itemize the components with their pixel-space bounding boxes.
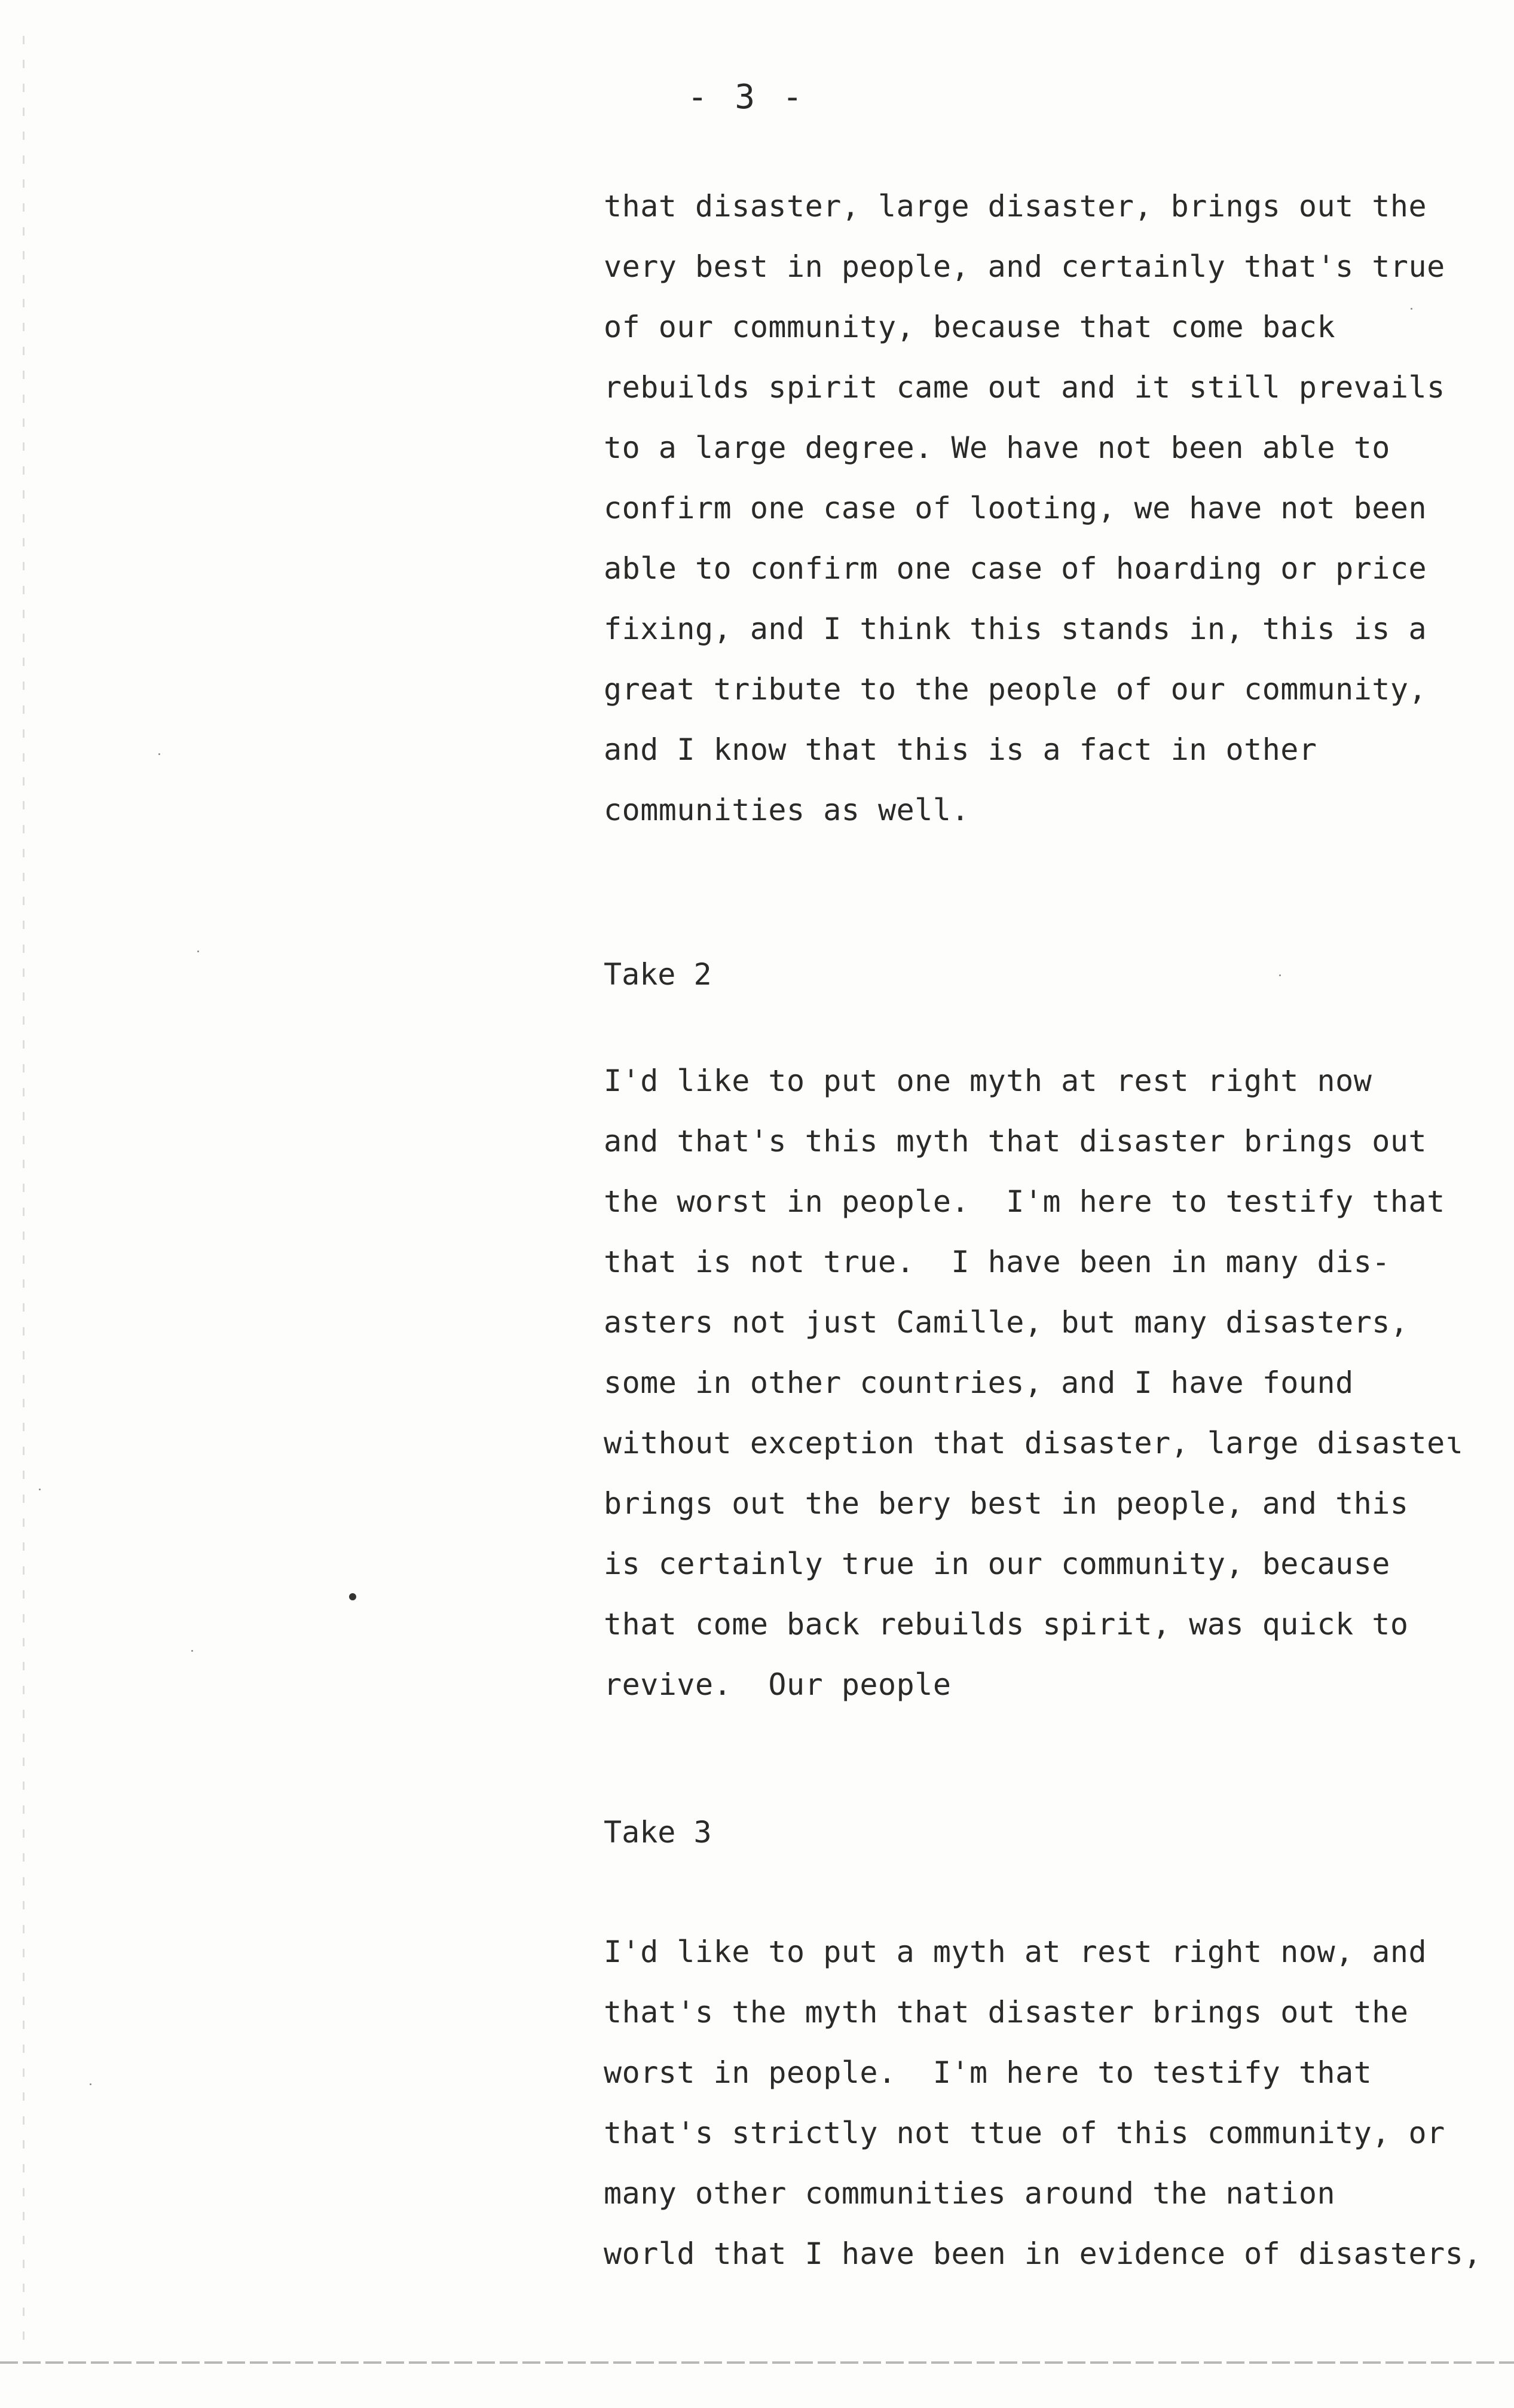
scan-speck <box>158 753 160 755</box>
scan-speck <box>1411 308 1412 310</box>
text-line: and I know that this is a fact in other <box>604 732 1317 767</box>
text-line: able to confirm one case of hoarding or price <box>604 551 1427 586</box>
text-line: fixing, and I think this stands in, this is a <box>604 612 1427 646</box>
scan-speck <box>90 2083 91 2085</box>
text-line: is certainly true in our community, because <box>604 1547 1390 1581</box>
text-line: without exception that disaster, large disasteɩ <box>604 1426 1464 1460</box>
text-line: revive. Our people <box>604 1667 952 1702</box>
text-line: I'd like to put one myth at rest right now <box>604 1064 1372 1098</box>
text-line: some in other countries, and I have found <box>604 1365 1354 1400</box>
text-line: confirm one case of looting, we have not been <box>604 491 1427 525</box>
text-line: that come back rebuilds spirit, was quick to <box>604 1607 1409 1642</box>
text-line: communities as well. <box>604 793 970 827</box>
text-line: to a large degree. We have not been able to <box>604 430 1390 465</box>
scan-left-edge <box>23 36 25 2355</box>
text-line: of our community, because that come back <box>604 310 1336 344</box>
scan-speck <box>191 1650 193 1652</box>
text-line: that is not true. I have been in many dis- <box>604 1245 1390 1279</box>
text-line: worst in people. I'm here to testify that <box>604 2055 1372 2090</box>
text-line: I'd like to put a myth at rest right now, and <box>604 1935 1427 1969</box>
take-3-heading: Take 3 <box>604 1815 712 1850</box>
page-number: - 3 - <box>687 78 806 117</box>
text-line: brings out the bery best in people, and this <box>604 1486 1409 1521</box>
scan-speck <box>39 1489 41 1490</box>
text-line: that disaster, large disaster, brings out the <box>604 189 1427 224</box>
text-line: the worst in people. I'm here to testify that <box>604 1184 1445 1219</box>
text-line: great tribute to the people of our community, <box>604 672 1427 707</box>
take-2-heading: Take 2 <box>604 957 712 992</box>
text-line: that's strictly not ttue of this community, or <box>604 2116 1445 2150</box>
text-line: rebuilds spirit came out and it still prevails <box>604 370 1445 405</box>
text-line: and that's this myth that disaster brings out <box>604 1124 1427 1159</box>
text-line: that's the myth that disaster brings out the <box>604 1995 1409 2030</box>
text-line: very best in people, and certainly that's true <box>604 249 1445 284</box>
text-line: asters not just Camille, but many disasters, <box>604 1305 1409 1340</box>
text-line: many other communities around the nation <box>604 2176 1336 2211</box>
scan-speck <box>1279 974 1281 976</box>
text-line: world that I have been in evidence of disasters, <box>604 2236 1482 2271</box>
scan-bottom-edge <box>0 2361 1514 2364</box>
scan-speck <box>197 951 199 952</box>
ink-dot <box>349 1593 356 1600</box>
